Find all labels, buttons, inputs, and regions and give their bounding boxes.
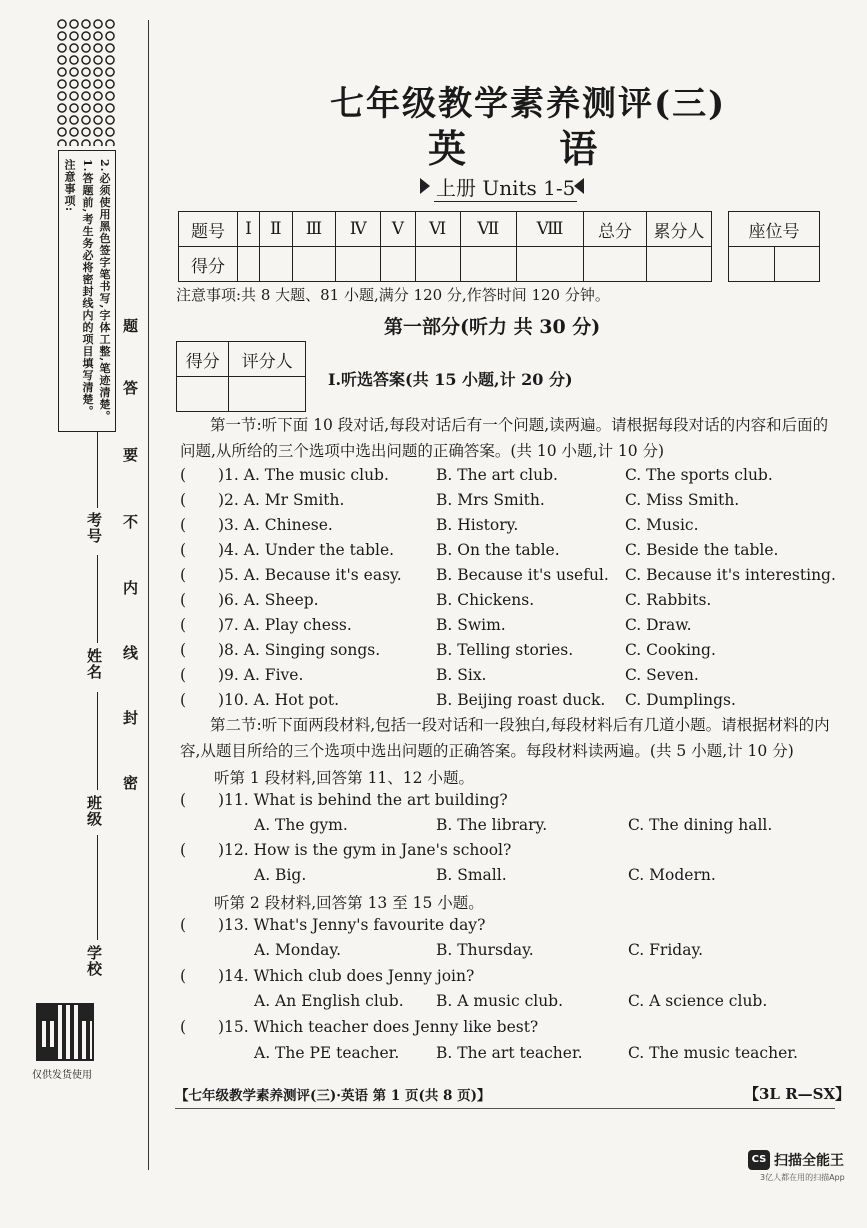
field-exam-number: 考号 — [85, 512, 103, 544]
section-one-title: Ⅰ.听选答案(共 15 小题,计 20 分) — [328, 370, 573, 389]
sidebar-notice-1: 1.答题前,考生务必将密封线内的项目填写清楚。 — [81, 159, 94, 418]
score-header: 题号 — [179, 212, 238, 247]
question-10-option-c: C. Dumplings. — [625, 691, 736, 709]
question-4-option-c: C. Beside the table. — [625, 541, 779, 559]
question-5-option-a: )5. A. Because it's easy. — [218, 566, 402, 584]
notice-text: 注意事项:共 8 大题、81 小题,满分 120 分,作答时间 120 分钟。 — [176, 286, 610, 304]
grader-name-cell[interactable] — [229, 377, 306, 412]
question-5-option-c: C. Because it's interesting. — [625, 566, 836, 584]
question-1-option-b: B. The art club. — [436, 466, 558, 484]
question-6-option-b: B. Chickens. — [436, 591, 535, 609]
grader-score-label: 得分 — [177, 342, 229, 377]
seal-char-0: 题 — [121, 318, 139, 334]
answer-paren[interactable]: ( — [180, 967, 187, 985]
answer-paren[interactable]: ( — [180, 691, 187, 709]
triangle-right-icon — [420, 178, 430, 194]
question-7-option-c: C. Draw. — [625, 616, 692, 634]
question-14-option-b: B. A music club. — [436, 992, 564, 1010]
grader-score-cell[interactable] — [177, 377, 229, 412]
score-table-header-row — [179, 212, 712, 247]
part-one-title: 第一部分(听力 共 30 分) — [384, 316, 601, 338]
answer-paren[interactable]: ( — [180, 616, 187, 634]
field-exam-number-line[interactable] — [97, 432, 98, 508]
question-2-option-c: C. Miss Smith. — [625, 491, 740, 509]
score-cell[interactable] — [647, 247, 712, 282]
field-name-line[interactable] — [97, 555, 98, 643]
question-11-option-a: A. The gym. — [254, 816, 348, 834]
question-12-option-c: C. Modern. — [628, 866, 716, 884]
field-class: 班级 — [85, 795, 103, 827]
question-13-option-c: C. Friday. — [628, 941, 704, 959]
question-4-option-a: )4. A. Under the table. — [218, 541, 395, 559]
field-class-line[interactable] — [97, 692, 98, 790]
score-header: Ⅲ — [292, 212, 336, 247]
binding-line — [148, 20, 149, 1170]
score-header: Ⅰ — [238, 212, 260, 247]
seal-char-1: 答 — [121, 380, 139, 396]
seal-char-5: 线 — [121, 645, 139, 661]
question-5-option-b: B. Because it's useful. — [436, 566, 609, 584]
answer-paren[interactable]: ( — [180, 466, 187, 484]
seat-label: 座位号 — [729, 212, 820, 247]
page-footer: 【七年级教学素养测评(三)·英语 第 1 页(共 8 页)】 — [175, 1088, 491, 1104]
seat-table — [728, 211, 820, 282]
question-12-option-b: B. Small. — [436, 866, 507, 884]
score-header: 总分 — [584, 212, 647, 247]
qr-code — [36, 1003, 94, 1061]
score-table — [178, 211, 712, 282]
question-14-option-a: A. An English club. — [254, 992, 404, 1010]
question-8-option-c: C. Cooking. — [625, 641, 716, 659]
binding-holes — [56, 18, 116, 146]
score-cell[interactable] — [381, 247, 415, 282]
score-cell[interactable] — [259, 247, 292, 282]
score-cell[interactable] — [584, 247, 647, 282]
answer-paren[interactable]: ( — [180, 641, 187, 659]
question-15-option-b: B. The art teacher. — [436, 1044, 583, 1062]
score-cell[interactable] — [238, 247, 260, 282]
scanner-tagline: 3亿人都在用的扫描App — [760, 1173, 845, 1182]
question-9-option-b: B. Six. — [436, 666, 487, 684]
triangle-left-icon — [574, 178, 584, 194]
question-9-option-a: )9. A. Five. — [218, 666, 304, 684]
exam-title: 七年级教学素养测评(三) — [330, 84, 727, 124]
question-10-option-b: B. Beijing roast duck. — [436, 691, 606, 709]
question-2-option-a: )2. A. Mr Smith. — [218, 491, 345, 509]
question-13-stem: )13. What's Jenny's favourite day? — [218, 916, 486, 934]
material-1-label: 听第 1 段材料,回答第 11、12 小题。 — [214, 769, 474, 787]
score-cell[interactable] — [415, 247, 460, 282]
answer-paren[interactable]: ( — [180, 566, 187, 584]
volume-label: 上册 Units 1-5 — [434, 172, 577, 202]
score-row-label: 得分 — [179, 247, 238, 282]
paper-code: 【3L R—SX】 — [744, 1085, 851, 1103]
question-11-option-b: B. The library. — [436, 816, 548, 834]
seal-char-2: 要 — [121, 447, 139, 463]
seal-char-3: 不 — [121, 514, 139, 530]
subject-title: 英 语 — [428, 126, 638, 171]
question-15-option-c: C. The music teacher. — [628, 1044, 798, 1062]
score-header: Ⅱ — [259, 212, 292, 247]
score-header: Ⅵ — [415, 212, 460, 247]
grader-name-label: 评分人 — [229, 342, 306, 377]
question-1-option-a: )1. A. The music club. — [218, 466, 389, 484]
question-2-option-b: B. Mrs Smith. — [436, 491, 545, 509]
question-13-option-a: A. Monday. — [254, 941, 342, 959]
score-cell[interactable] — [516, 247, 583, 282]
score-header: Ⅷ — [516, 212, 583, 247]
field-name: 姓名 — [85, 648, 103, 680]
seat-cell[interactable] — [729, 247, 775, 282]
material-2-label: 听第 2 段材料,回答第 13 至 15 小题。 — [214, 894, 484, 912]
seal-char-4: 内 — [121, 580, 139, 596]
section2-intro: 第二节:听下面两段材料,包括一段对话和一段独白,每段材料后有几道小题。请根据材料的内容,从题目所给的三个选项中选出问题的正确答案。每段材料读两遍。(共 5 小题,计 10 分) — [180, 716, 830, 760]
question-8-option-a: )8. A. Singing songs. — [218, 641, 381, 659]
score-cell[interactable] — [460, 247, 516, 282]
question-15-option-a: A. The PE teacher. — [254, 1044, 400, 1062]
score-header: Ⅳ — [336, 212, 381, 247]
answer-paren[interactable]: ( — [180, 841, 187, 859]
field-school-line[interactable] — [97, 835, 98, 940]
question-1-option-c: C. The sports club. — [625, 466, 773, 484]
answer-paren[interactable]: ( — [180, 491, 187, 509]
score-cell[interactable] — [336, 247, 381, 282]
field-school: 学校 — [85, 945, 103, 977]
question-12-stem: )12. How is the gym in Jane's school? — [218, 841, 512, 859]
question-13-option-b: B. Thursday. — [436, 941, 534, 959]
answer-paren[interactable]: ( — [180, 666, 187, 684]
question-7-option-a: )7. A. Play chess. — [218, 616, 352, 634]
question-3-option-b: B. History. — [436, 516, 519, 534]
sidebar-notice-box — [58, 150, 116, 432]
question-9-option-c: C. Seven. — [625, 666, 699, 684]
score-header: Ⅴ — [381, 212, 415, 247]
answer-paren[interactable]: ( — [180, 541, 187, 559]
scanner-logo-icon: CS — [748, 1150, 770, 1170]
score-table-score-row — [179, 247, 712, 282]
seal-char-6: 封 — [121, 710, 139, 726]
question-11-stem: )11. What is behind the art building? — [218, 791, 508, 809]
answer-paren[interactable]: ( — [180, 591, 187, 609]
question-6-option-a: )6. A. Sheep. — [218, 591, 319, 609]
answer-paren[interactable]: ( — [180, 791, 187, 809]
question-8-option-b: B. Telling stories. — [436, 641, 574, 659]
score-header: Ⅶ — [460, 212, 516, 247]
sidebar-notice-2: 2.必须使用黑色签字笔书写,字体工整,笔迹清楚。 — [98, 159, 111, 423]
answer-paren[interactable]: ( — [180, 1018, 187, 1036]
question-4-option-b: B. On the table. — [436, 541, 560, 559]
answer-paren[interactable]: ( — [180, 916, 187, 934]
question-3-option-a: )3. A. Chinese. — [218, 516, 333, 534]
scanner-brand: 扫描全能王 — [774, 1153, 844, 1169]
question-7-option-b: B. Swim. — [436, 616, 506, 634]
seat-cell[interactable] — [774, 247, 820, 282]
grader-box — [176, 341, 306, 412]
question-15-stem: )15. Which teacher does Jenny like best? — [218, 1018, 539, 1036]
answer-paren[interactable]: ( — [180, 516, 187, 534]
qr-caption: 仅供发货使用 — [32, 1070, 92, 1081]
question-11-option-c: C. The dining hall. — [628, 816, 773, 834]
question-14-stem: )14. Which club does Jenny join? — [218, 967, 475, 985]
question-14-option-c: C. A science club. — [628, 992, 768, 1010]
sidebar-notice-0: 注意事项: — [63, 159, 76, 213]
question-6-option-c: C. Rabbits. — [625, 591, 712, 609]
score-cell[interactable] — [292, 247, 336, 282]
score-header: 累分人 — [647, 212, 712, 247]
question-3-option-c: C. Music. — [625, 516, 699, 534]
seal-char-7: 密 — [121, 775, 139, 791]
footer-rule — [175, 1108, 835, 1109]
section1-intro: 第一节:听下面 10 段对话,每段对话后有一个问题,读两遍。请根据每段对话的内容和后面的问题,从所给的三个选项中选出问题的正确答案。(共 10 小题,计 10 分) — [180, 416, 829, 460]
question-12-option-a: A. Big. — [254, 866, 307, 884]
question-10-option-a: )10. A. Hot pot. — [218, 691, 340, 709]
